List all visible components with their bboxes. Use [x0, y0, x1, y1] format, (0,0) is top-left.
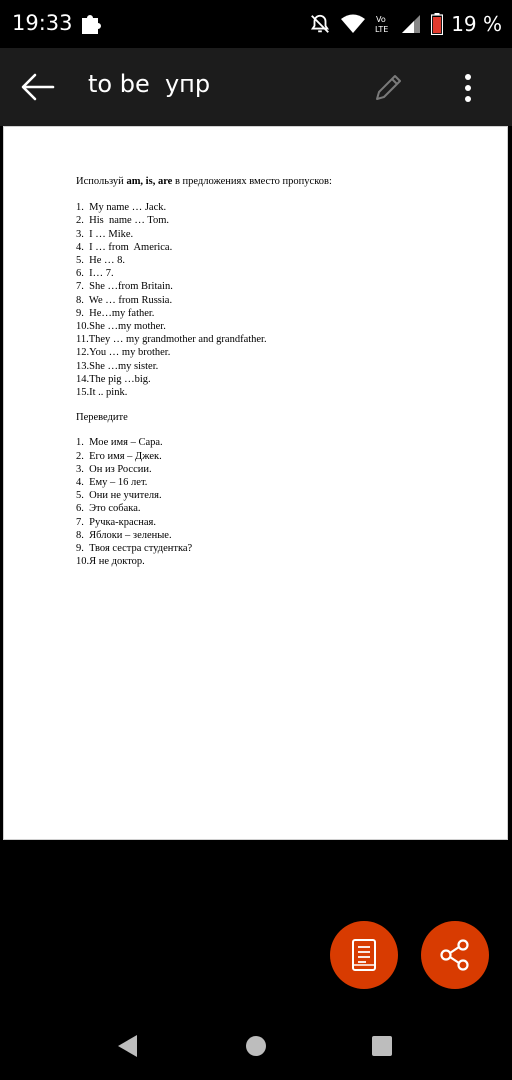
signal-icon	[401, 14, 421, 34]
exercise1-item: 15.It .. pink.	[76, 387, 128, 399]
instruction-text-start: Используй	[76, 176, 127, 187]
exercise2-item: 9. Твоя сестра студентка?	[76, 543, 193, 555]
document-page[interactable]	[3, 126, 508, 840]
battery-icon	[431, 13, 443, 35]
back-button[interactable]	[14, 65, 62, 109]
mute-icon	[309, 13, 331, 35]
app-bar	[0, 48, 512, 126]
svg-text:LTE: LTE	[375, 25, 389, 34]
exercise2-item: 3. Он из России.	[76, 463, 152, 475]
exercise1-item: 7. She …from Britain.	[76, 281, 173, 293]
exercise2-item: 1. Мое имя – Сара.	[76, 437, 163, 449]
edit-pencil-icon	[371, 71, 405, 105]
document-content	[76, 175, 496, 568]
exercise1-item: 5. He … 8.	[76, 255, 125, 267]
exercise2-item: 2. Его имя – Джек.	[76, 450, 162, 462]
exercise1-item: 3. I … Mike.	[76, 228, 134, 240]
exercise1-item: 2. His name … Tom.	[76, 215, 169, 227]
app-notification-icon	[79, 12, 103, 36]
system-nav-bar	[0, 1010, 512, 1080]
instruction-text-end: в предложениях вместо пропусков:	[172, 176, 332, 187]
nav-back-icon	[117, 1034, 139, 1058]
exercise2-list	[76, 436, 496, 568]
back-arrow-icon	[21, 73, 55, 101]
status-time: 19:33	[12, 11, 73, 35]
share-icon	[438, 938, 472, 972]
svg-text:Vo: Vo	[376, 15, 386, 24]
exercise1-item: 6. I… 7.	[76, 268, 114, 280]
nav-home-icon	[245, 1035, 267, 1057]
exercise2-item: 10.Я не доктор.	[76, 556, 145, 568]
edit-button[interactable]	[366, 66, 410, 110]
battery-percent: 19 %	[451, 12, 502, 36]
exercise1-item: 1. My name … Jack.	[76, 202, 167, 214]
reading-view-icon	[351, 938, 377, 972]
instruction-bold-words: am, is, are	[126, 176, 173, 187]
exercise2-item: 4. Ему – 16 лет.	[76, 477, 148, 489]
status-bar	[0, 0, 512, 48]
status-icons	[299, 10, 502, 38]
exercise1-item: 9. He…my father.	[76, 307, 155, 319]
wifi-icon	[341, 14, 365, 34]
exercise2-item: 5. Они не учителя.	[76, 490, 162, 502]
exercise2-item: 8. Яблоки – зеленые.	[76, 529, 172, 541]
more-options-button[interactable]	[448, 66, 488, 110]
nav-home-button[interactable]	[238, 1030, 274, 1062]
exercise2-item: 7. Ручка-красная.	[76, 516, 157, 528]
exercise2-item: 6. Это собака.	[76, 503, 141, 515]
exercise1-item: 11.They … my grandmother and grandfather.	[76, 334, 267, 346]
exercise1-item: 8. We … from Russia.	[76, 294, 173, 306]
exercise1-item: 14.The pig …big.	[76, 373, 151, 385]
nav-recents-button[interactable]	[364, 1030, 400, 1062]
volte-icon	[375, 13, 391, 35]
exercise1-list	[76, 201, 496, 399]
more-vert-icon	[464, 73, 472, 103]
exercise1-item: 4. I … from America.	[76, 241, 173, 253]
document-title: to be упр	[88, 70, 211, 98]
exercise2-title: Переведите	[76, 412, 128, 424]
exercise1-item: 10.She …my mother.	[76, 321, 166, 333]
nav-back-button[interactable]	[110, 1030, 146, 1062]
reading-view-button[interactable]	[330, 921, 398, 989]
share-button[interactable]	[421, 921, 489, 989]
exercise1-item: 13.She …my sister.	[76, 360, 159, 372]
exercise1-instruction	[76, 175, 496, 188]
nav-recents-icon	[371, 1035, 393, 1057]
exercise1-item: 12.You … my brother.	[76, 347, 171, 359]
